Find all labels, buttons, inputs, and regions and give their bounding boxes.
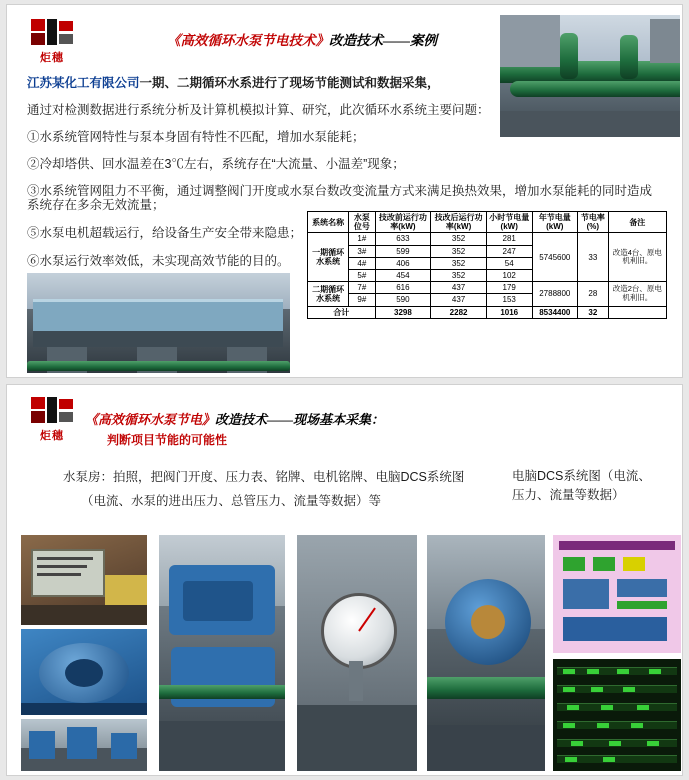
logo-text: 炬穗: [40, 52, 64, 64]
blue-valve-large-photo: [427, 535, 545, 771]
th-after: 技改后运行功率(kW): [431, 212, 487, 233]
th-system-name: 系统名称: [308, 212, 349, 233]
energy-saving-table: [307, 211, 667, 319]
pump-room-photo: [21, 719, 147, 771]
pump-no: 9#: [349, 294, 375, 306]
slide-case-study: [6, 4, 683, 378]
power-before: 633: [375, 233, 431, 245]
body-line-7: ⑤水泵电机超载运行，给设备生产安全带来隐患；: [27, 226, 303, 240]
hourly-saving: 54: [486, 257, 532, 269]
slide2-paragraph-1: 水泵房：拍照，把阀门开度、压力表、铭牌、电机铭牌、电脑DCS系统图: [63, 470, 465, 484]
th-yearly: 年节电量(kW): [532, 212, 578, 233]
power-before: 406: [375, 257, 431, 269]
logo-mark-icon: [29, 17, 75, 47]
th-note: 备注: [608, 212, 666, 233]
logo-mark-icon: [29, 395, 75, 425]
slide1-title-main: 《高效循环水泵节电技术》: [167, 33, 329, 48]
company-logo: [21, 17, 83, 69]
table-total-row: [308, 306, 667, 318]
th-hourly: 小时节电量(kW): [486, 212, 532, 233]
th-before: 技改前运行功率(kW): [375, 212, 431, 233]
nameplate-photo: [21, 535, 147, 625]
company-name: 江苏某化工有限公司: [27, 76, 140, 90]
total-note: [608, 306, 666, 318]
pump-no: 1#: [349, 233, 375, 245]
hourly-saving: 281: [486, 233, 532, 245]
body-line-1-text: 一期、二期循环水系进行了现场节能测试和数据采集，: [139, 76, 440, 90]
group-name-1: 一期循环水系统: [308, 233, 349, 282]
hourly-saving: 153: [486, 294, 532, 306]
slide2-title-tail: 改造技术——现场基本采集：: [215, 412, 385, 427]
slide1-title: [87, 29, 517, 49]
pump-no: 5#: [349, 269, 375, 281]
saving-rate-1: 33: [578, 233, 609, 282]
dcs-panel-photo: [553, 659, 681, 771]
table-header-row: [308, 212, 667, 233]
power-after: 352: [431, 269, 487, 281]
hourly-saving: 102: [486, 269, 532, 281]
total-rate: 32: [578, 306, 609, 318]
pressure-gauge-icon: [321, 593, 397, 669]
dcs-screen-photo: [553, 535, 681, 653]
pump-no: 7#: [349, 282, 375, 294]
total-label: 合计: [308, 306, 376, 318]
slide-field-collection: [6, 384, 683, 776]
body-line-3: ①水系统管网特性与泵本身固有特性不匹配，增加水泵能耗；: [27, 130, 365, 144]
total-hourly: 1016: [486, 306, 532, 318]
blue-valve-photo: [21, 629, 147, 715]
note-2: 改造2台、原电机利旧。: [608, 282, 666, 306]
slide2-title: [85, 409, 384, 428]
slide2-subtitle: 判断项目节能的可能性: [107, 433, 228, 447]
slide2-right-note: 电脑DCS系统图（电流、压力、流量等数据）: [512, 469, 651, 503]
body-line-2: 通过对检测数据进行系统分析及计算机模拟计算、研究，此次循环水系统主要问题：: [27, 103, 490, 117]
hourly-saving: 179: [486, 282, 532, 294]
yearly-saving-2: 2788800: [532, 282, 578, 306]
yearly-saving-1: 5745600: [532, 233, 578, 282]
power-after: 437: [431, 282, 487, 294]
total-before: 3298: [375, 306, 431, 318]
cooling-tower-photo: [27, 273, 290, 373]
slide2-title-main: 《高效循环水泵节电》: [85, 412, 216, 427]
power-before: 454: [375, 269, 431, 281]
power-before: 616: [375, 282, 431, 294]
pressure-gauge-photo: [297, 535, 417, 771]
total-yearly: 8534400: [532, 306, 578, 318]
power-after: 437: [431, 294, 487, 306]
pump-no: 4#: [349, 257, 375, 269]
power-before: 599: [375, 245, 431, 257]
hourly-saving: 247: [486, 245, 532, 257]
body-line-8: ⑥水泵运行效率效低，未实现高效节能的目的。: [27, 254, 290, 268]
body-line-1: [27, 73, 440, 91]
note-1: 改造4台、原电机利旧。: [608, 233, 666, 282]
pump-unit-photo: [159, 535, 285, 771]
power-after: 352: [431, 233, 487, 245]
total-after: 2282: [431, 306, 487, 318]
th-pump-no: 水泵位号: [349, 212, 375, 233]
body-line-6: 系统存在多余无效流量；: [27, 198, 165, 212]
slide2-paragraph-2: （电流、水泵的进出压力、总管压力、流量等数据）等: [81, 494, 382, 508]
company-logo-2: [21, 395, 83, 447]
th-rate: 节电率(%): [578, 212, 609, 233]
power-before: 590: [375, 294, 431, 306]
group-name-2: 二期循环水系统: [308, 282, 349, 306]
power-after: 352: [431, 257, 487, 269]
logo-text: 炬穗: [40, 430, 64, 442]
pipes-photo: [500, 15, 680, 137]
slide1-title-tail: 改造技术——案例: [329, 33, 437, 48]
saving-rate-2: 28: [578, 282, 609, 306]
power-after: 352: [431, 245, 487, 257]
table-row: [308, 233, 667, 245]
table-row: [308, 282, 667, 294]
body-line-4: ②冷却塔供、回水温差在3℃左右，系统存在“大流量、小温差”现象；: [27, 157, 405, 171]
pump-no: 3#: [349, 245, 375, 257]
body-line-5: ③水系统管网阻力不平衡，通过调整阀门开度或水泵台数改变流量方式来满足换热效果，增加水泵能耗的同时造成: [27, 184, 653, 198]
